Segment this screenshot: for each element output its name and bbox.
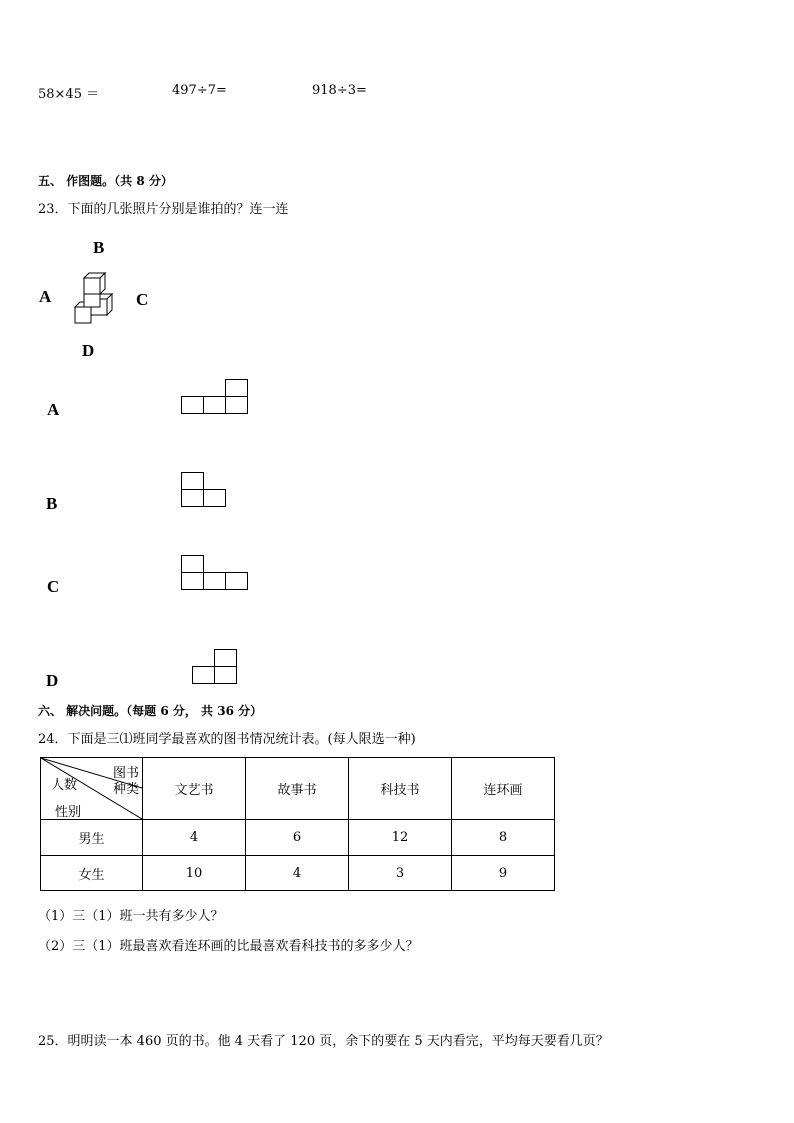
column-header: 故事书: [246, 758, 349, 820]
view-label-c: C: [47, 577, 60, 596]
square: [192, 666, 215, 684]
view-label-b: B: [46, 494, 58, 513]
square: [181, 555, 204, 573]
q24-sub2: （2）三（1）班最喜欢看连环画的比最喜欢看科技书的多多少人？: [38, 939, 419, 954]
column-header: 连环画: [452, 758, 555, 820]
table-cell: 9: [452, 856, 555, 891]
row-label: 男生: [41, 820, 143, 856]
square: [225, 572, 248, 590]
view-label-a: A: [47, 400, 60, 419]
table-cell: 4: [143, 820, 246, 856]
square: [214, 649, 237, 667]
calc-item-1: 58×45 ＝: [38, 87, 100, 102]
table-header-row: [41, 758, 555, 820]
table-cell: 4: [246, 856, 349, 891]
q23-label-b: B: [93, 238, 105, 257]
section6-heading: 六、 解决问题。（每题 6 分， 共 36 分）: [38, 704, 263, 718]
row-label: 女生: [41, 856, 143, 891]
q23-label-a: A: [39, 287, 52, 306]
corner-left-label: 人数: [51, 778, 78, 793]
q25-text: 25．明明读一本 460 页的书。他 4 天看了 120 页，余下的要在 5 天内看完，平均每天要看几页？: [38, 1034, 609, 1049]
table-cell: 6: [246, 820, 349, 856]
square: [225, 396, 248, 414]
column-header: 文艺书: [143, 758, 246, 820]
square: [181, 396, 204, 414]
square: [203, 396, 226, 414]
column-header: 科技书: [349, 758, 452, 820]
q24-text: 24．下面是三⑴班同学最喜欢的图书情况统计表。(每人限选一种): [38, 732, 416, 747]
corner-mid-label: 种类: [112, 782, 139, 797]
square: [225, 379, 248, 397]
q23-label-c: C: [136, 290, 149, 309]
square: [181, 489, 204, 507]
table-row: [41, 856, 555, 891]
table-cell: 12: [349, 820, 452, 856]
corner-top-label: 图书: [112, 766, 139, 781]
table-cell: 10: [143, 856, 246, 891]
table-cell: 8: [452, 820, 555, 856]
q24-sub1: （1）三（1）班一共有多少人？: [38, 909, 224, 924]
square: [214, 666, 237, 684]
square: [203, 489, 226, 507]
calc-item-2: 497÷7=: [172, 83, 227, 98]
section5-heading: 五、 作图题。（共 8 分）: [38, 174, 173, 188]
calc-item-3: 918÷3=: [312, 83, 367, 98]
corner-bottom-label: 性别: [55, 805, 82, 820]
q23-label-d: D: [82, 341, 95, 360]
book-stats-table: [40, 757, 555, 891]
table-corner-cell: [41, 758, 143, 820]
square: [181, 472, 204, 490]
view-label-d: D: [46, 671, 59, 690]
table-cell: 3: [349, 856, 452, 891]
cube-stack-figure: [70, 268, 122, 328]
square: [181, 572, 204, 590]
table-row: [41, 820, 555, 856]
square: [203, 572, 226, 590]
q23-text: 23．下面的几张照片分别是谁拍的？连一连: [38, 202, 289, 217]
